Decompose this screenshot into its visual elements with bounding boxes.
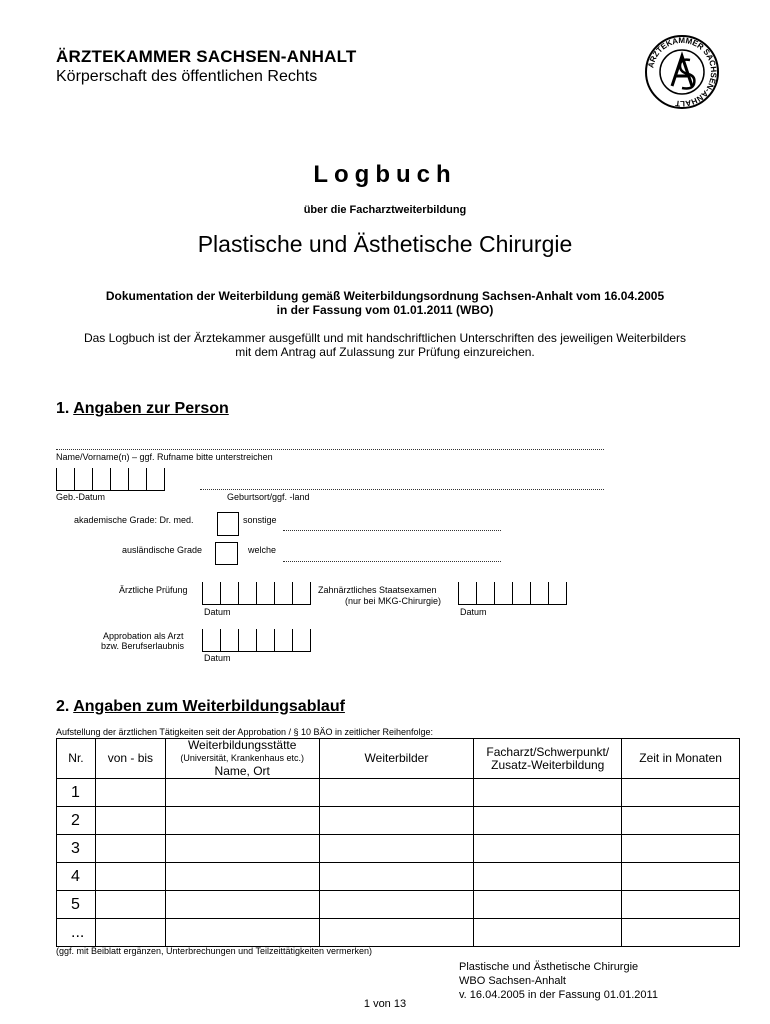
notice-line-1: Das Logbuch ist der Ärztekammer ausgefüllt und mit handschriftlichen Unterschriften des jeweiligen Weiterbilders — [83, 331, 687, 345]
academic-degree-label: akademische Grade: Dr. med. — [74, 515, 194, 525]
medical-exam-date-field[interactable] — [202, 582, 311, 605]
row-period-cell[interactable] — [95, 891, 165, 919]
row-duration-cell[interactable] — [622, 891, 740, 919]
facility-header-line-2: (Universität, Krankenhaus etc.) — [180, 753, 304, 763]
footer-reference-line-2: WBO Sachsen-Anhalt — [459, 975, 566, 987]
row-specialty-cell[interactable] — [474, 779, 622, 807]
foreign-which-label: welche — [248, 545, 277, 555]
section-1-number: 1. — [56, 400, 70, 417]
row-trainer-cell[interactable] — [319, 891, 474, 919]
specialty-title: Plastische und Ästhetische Chirurgie — [197, 231, 573, 257]
row-trainer-cell[interactable] — [319, 919, 474, 947]
name-field[interactable] — [56, 449, 604, 450]
row-facility-cell[interactable] — [165, 891, 319, 919]
dental-exam-note: (nur bei MKG-Chirurgie) — [345, 596, 442, 606]
dr-med-checkbox[interactable] — [217, 512, 239, 536]
row-facility-cell[interactable] — [165, 835, 319, 863]
row-facility-cell[interactable] — [165, 807, 319, 835]
row-trainer-cell[interactable] — [319, 863, 474, 891]
name-label: Name/Vorname(n) – ggf. Rufname bitte unterstreichen — [56, 452, 273, 462]
row-duration-cell[interactable] — [622, 863, 740, 891]
row-number: 2 — [57, 807, 96, 835]
approbation-label-2: bzw. Berufserlaubnis — [101, 641, 185, 651]
row-duration-cell[interactable] — [622, 919, 740, 947]
page-title: Logbuch — [313, 161, 457, 188]
row-specialty-cell[interactable] — [474, 807, 622, 835]
row-facility-cell[interactable] — [165, 779, 319, 807]
col-facility-header — [165, 739, 319, 779]
table-row — [57, 919, 740, 947]
academic-other-field[interactable] — [283, 530, 501, 531]
row-facility-cell[interactable] — [165, 863, 319, 891]
row-number: 5 — [57, 891, 96, 919]
footer-note: (ggf. mit Beiblatt ergänzen, Unterbrechungen und Teilzeittätigkeiten vermerken) — [56, 946, 373, 956]
row-period-cell[interactable] — [95, 807, 165, 835]
row-trainer-cell[interactable] — [319, 835, 474, 863]
row-period-cell[interactable] — [95, 835, 165, 863]
medical-exam-label: Ärztliche Prüfung — [119, 585, 188, 595]
dental-exam-date-field[interactable] — [458, 582, 567, 605]
row-period-cell[interactable] — [95, 919, 165, 947]
col-specialty-header — [474, 739, 622, 779]
footer-reference — [459, 960, 658, 1002]
row-number: 3 — [57, 835, 96, 863]
approbation-date-field[interactable] — [202, 629, 311, 652]
row-duration-cell[interactable] — [622, 779, 740, 807]
training-history-table — [56, 738, 740, 947]
table-row — [57, 779, 740, 807]
org-name: ÄRZTEKAMMER SACHSEN-ANHALT — [56, 47, 357, 66]
row-specialty-cell[interactable] — [474, 835, 622, 863]
birthdate-label: Geb.-Datum — [56, 492, 106, 502]
org-subtitle: Körperschaft des öffentlichen Rechts — [56, 68, 318, 85]
col-duration-header: Zeit in Monaten — [622, 739, 740, 779]
academic-other-label: sonstige — [243, 515, 277, 525]
table-row — [57, 863, 740, 891]
dental-exam-label: Zahnärztliches Staatsexamen — [318, 585, 437, 595]
table-row — [57, 891, 740, 919]
facility-header-line-1: Weiterbildungsstätte — [187, 738, 297, 752]
approbation-label-1: Approbation als Arzt — [103, 631, 184, 641]
foreign-degree-label: ausländische Grade — [122, 545, 203, 555]
table-header-row — [57, 739, 740, 779]
row-number: 1 — [57, 779, 96, 807]
birthplace-label: Geburtsort/ggf. -land — [227, 492, 310, 502]
row-facility-cell[interactable] — [165, 919, 319, 947]
page-number: 1 von 13 — [363, 998, 407, 1010]
approbation-date-label: Datum — [204, 653, 231, 663]
specialty-header-line-2: Zusatz-Weiterbildung — [491, 757, 605, 772]
section-2-heading — [56, 698, 345, 716]
footer-reference-line-1: Plastische und Ästhetische Chirurgie — [459, 961, 639, 973]
documentation-line-2: in der Fassung vom 01.01.2011 (WBO) — [276, 303, 494, 317]
medical-exam-date-label: Datum — [204, 607, 231, 617]
row-specialty-cell[interactable] — [474, 919, 622, 947]
row-number: ... — [57, 919, 96, 947]
col-trainer-header: Weiterbilder — [319, 739, 474, 779]
col-nr-header: Nr. — [57, 739, 96, 779]
row-trainer-cell[interactable] — [319, 807, 474, 835]
section-2-title: Angaben zum Weiterbildungsablauf — [73, 698, 345, 715]
birthplace-field[interactable] — [200, 489, 604, 490]
table-row — [57, 807, 740, 835]
row-number: 4 — [57, 863, 96, 891]
col-period-header: von - bis — [95, 739, 165, 779]
row-specialty-cell[interactable] — [474, 891, 622, 919]
row-duration-cell[interactable] — [622, 835, 740, 863]
facility-header-line-3: Name, Ort — [214, 764, 270, 778]
row-specialty-cell[interactable] — [474, 863, 622, 891]
seal-text: ÄRZTEKAMMER SACHSEN-ANHALT — [646, 35, 719, 109]
dental-exam-date-label: Datum — [460, 607, 487, 617]
table-row — [57, 835, 740, 863]
foreign-degree-checkbox[interactable] — [215, 542, 238, 565]
row-period-cell[interactable] — [95, 779, 165, 807]
section-1-title: Angaben zur Person — [73, 400, 229, 417]
notice-line-2: mit dem Antrag auf Zulassung zur Prüfung einzureichen. — [235, 345, 535, 359]
row-trainer-cell[interactable] — [319, 779, 474, 807]
birthdate-field[interactable] — [56, 468, 165, 491]
documentation-line-1: Dokumentation der Weiterbildung gemäß Weiterbildungsordnung Sachsen-Anhalt vom 16.04.2005 — [105, 289, 665, 303]
section-1-heading — [56, 400, 229, 418]
page-subtitle: über die Facharztweiterbildung — [303, 204, 467, 216]
foreign-which-field[interactable] — [283, 561, 501, 562]
specialty-header-line-1: Facharzt/Schwerpunkt/ — [486, 744, 610, 759]
row-period-cell[interactable] — [95, 863, 165, 891]
section-2-intro: Aufstellung der ärztlichen Tätigkeiten seit der Approbation / § 10 BÄO in zeitlicher Reihenfolge: — [56, 727, 434, 737]
section-2-number: 2. — [56, 698, 70, 715]
row-duration-cell[interactable] — [622, 807, 740, 835]
footer-reference-line-3: v. 16.04.2005 in der Fassung 01.01.2011 — [459, 989, 658, 1001]
aerztekammer-seal-icon — [644, 34, 720, 110]
